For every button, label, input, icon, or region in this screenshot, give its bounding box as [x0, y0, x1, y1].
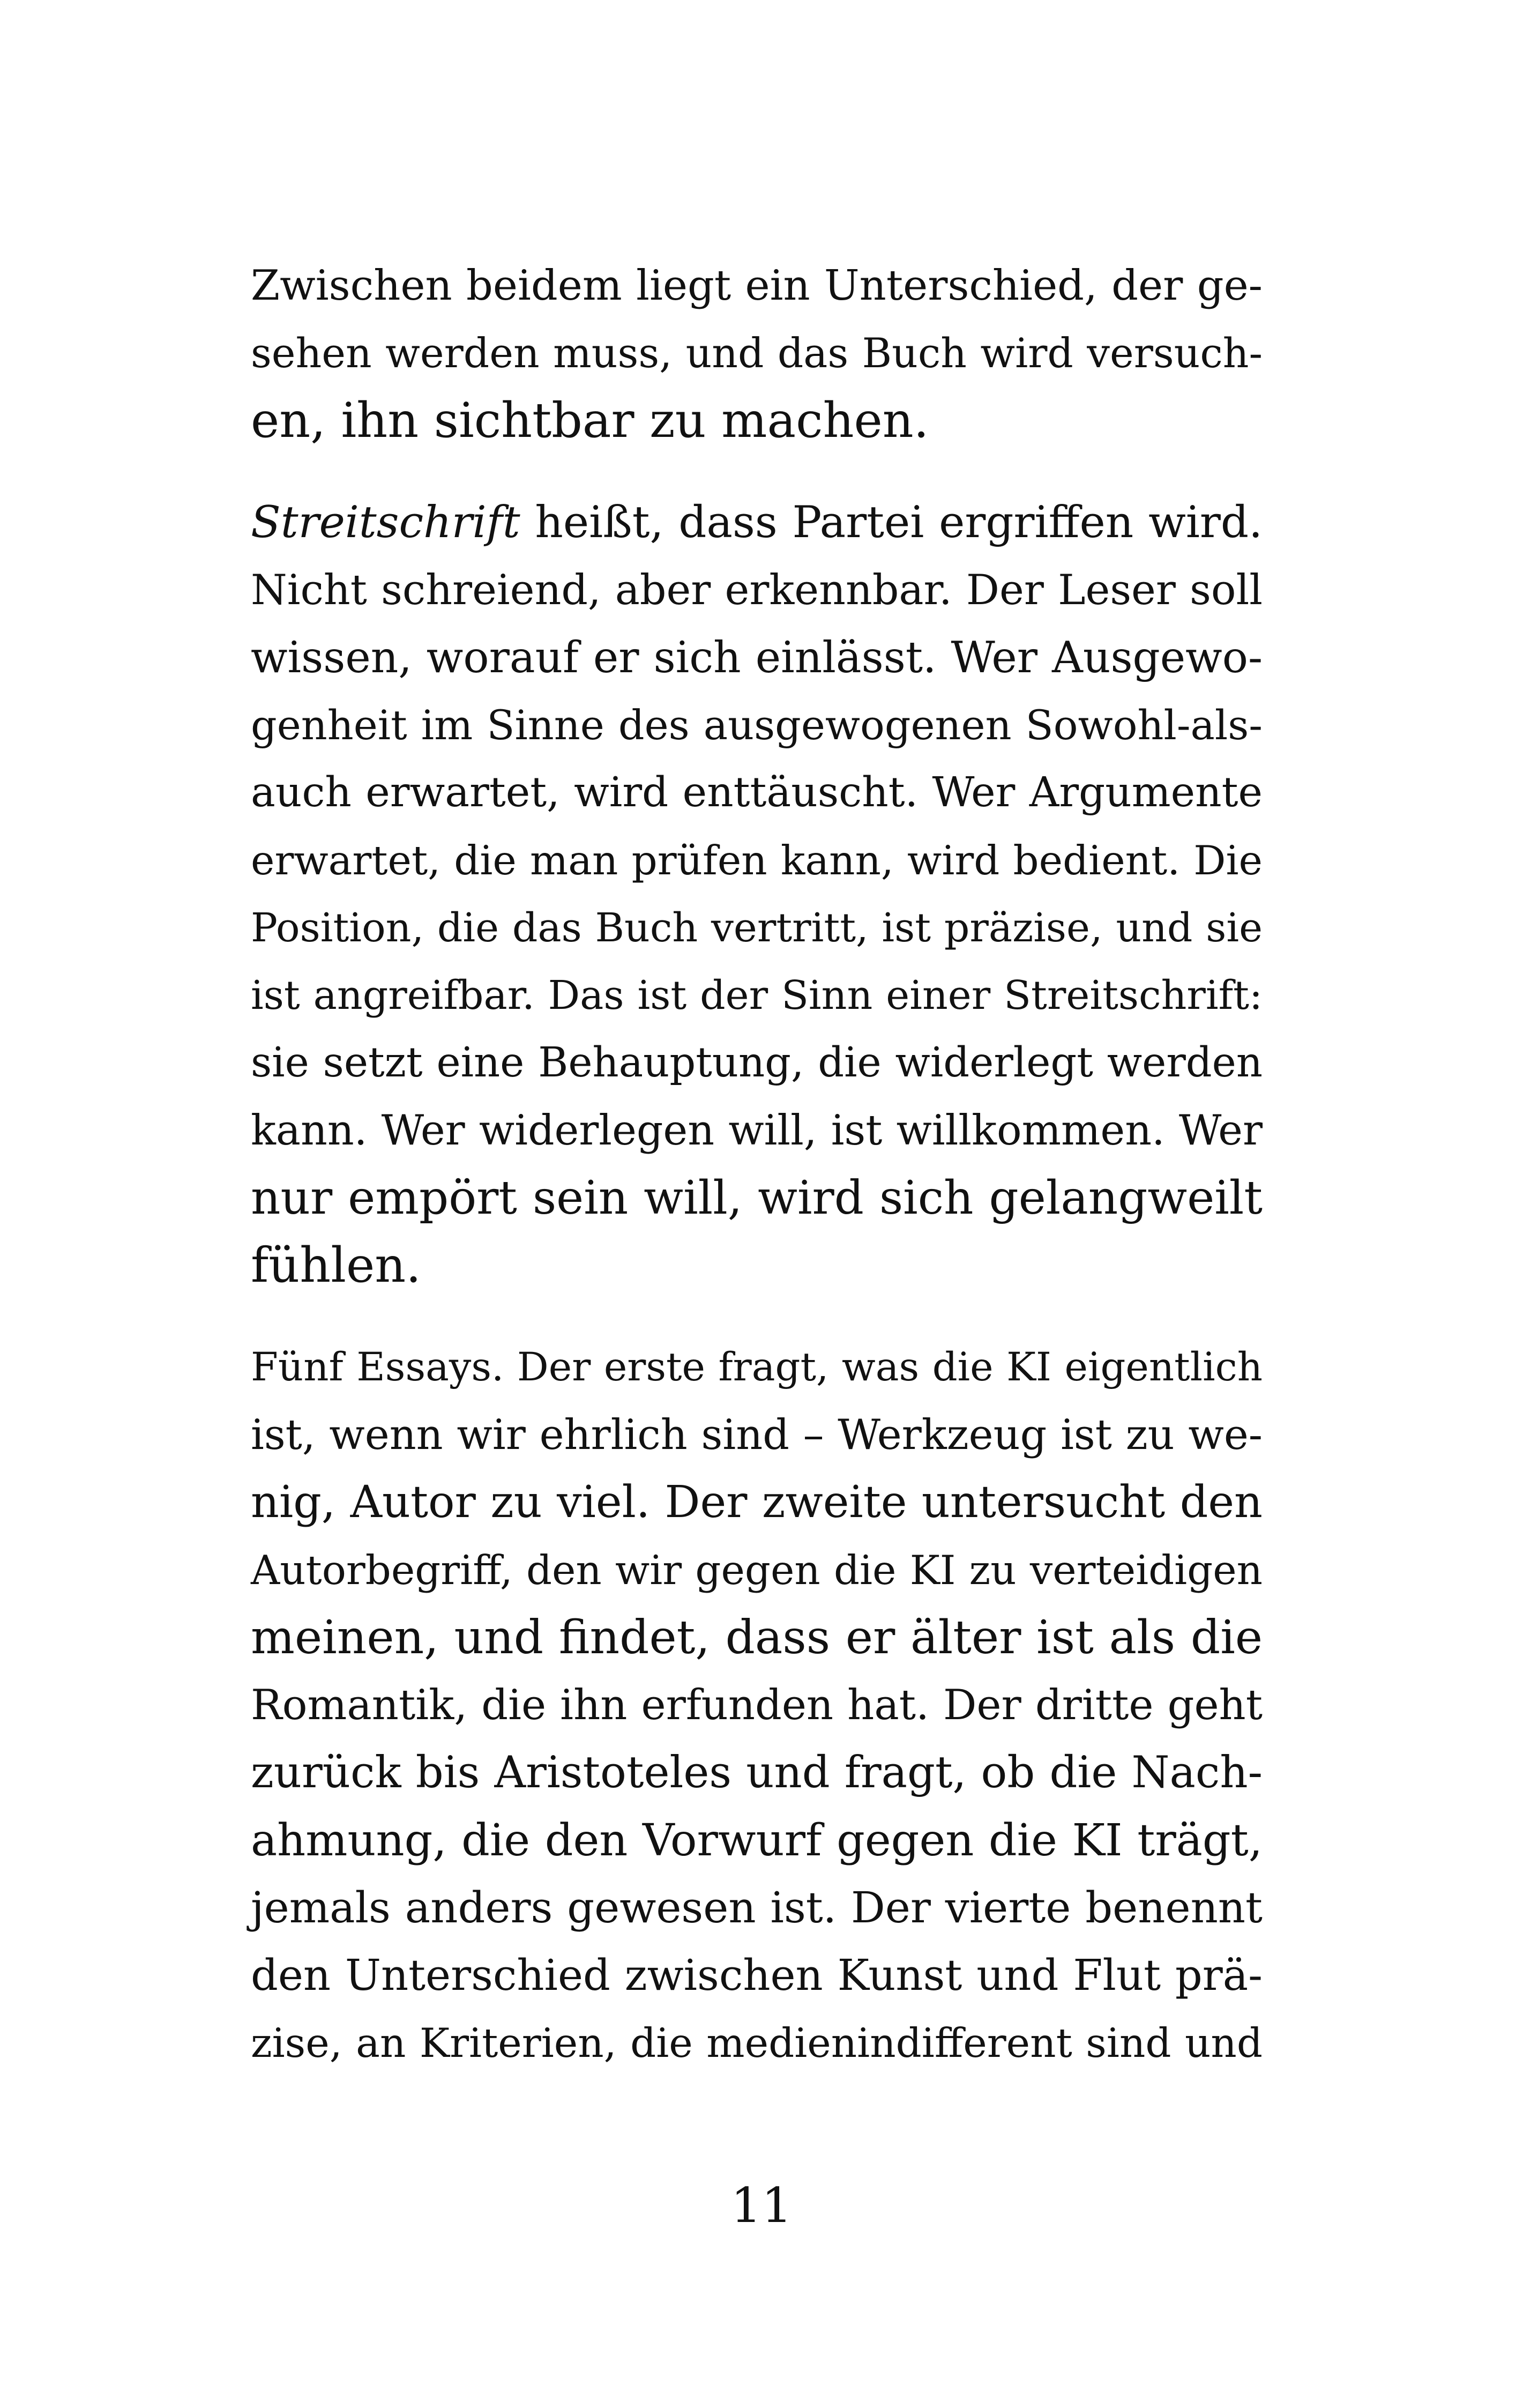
text-line: zurück bis Aristoteles und fragt, ob die Nach- [251, 1748, 1263, 1798]
text-line: Romantik, die ihn erfunden hat. Der dritte geht [251, 1681, 1263, 1729]
paragraph-2 [251, 489, 1263, 1299]
italic-term: Streitschrift [251, 497, 520, 548]
text-line: Zwischen beidem liegt ein Unterschied, der ge- [251, 262, 1263, 310]
text-line: nig, Autor zu viel. Der zweite untersucht den [251, 1477, 1263, 1528]
paragraph-gap [251, 1299, 1263, 1334]
text-line: sie setzt eine Behauptung, die widerlegt werden [251, 1039, 1263, 1087]
text-line: den Unterschied zwischen Kunst und Flut prä- [251, 1950, 1263, 2000]
text-line: Position, die das Buch vertritt, ist präzise, und sie [251, 904, 1263, 951]
text-line: sehen werden muss, und das Buch wird versuch- [251, 330, 1263, 377]
text-line: ahmung, die den Vorwurf gegen die KI trägt, [251, 1815, 1263, 1866]
text-line: genheit im Sinne des ausgewogenen Sowohl-als- [251, 701, 1263, 749]
page-number: 11 [730, 2177, 793, 2234]
text-line: ist angreifbar. Das ist der Sinn einer Streitschrift: [251, 972, 1263, 1019]
text-line: wissen, worauf er sich einlässt. Wer Ausgewo- [251, 633, 1263, 682]
text-line: ist, wenn wir ehrlich sind – Werkzeug ist zu we- [251, 1411, 1263, 1459]
text-line: kann. Wer widerlegen will, ist willkommen. Wer [251, 1106, 1263, 1155]
text-line: meinen, und findet, dass er älter ist als die [251, 1611, 1263, 1664]
text-line: Nicht schreiend, aber erkennbar. Der Leser soll [251, 566, 1263, 614]
text-line: jemals anders gewesen ist. Der vierte benennt [251, 1883, 1263, 1933]
paragraph-gap [251, 455, 1263, 489]
text-line: erwartet, die man prüfen kann, wird bedient. Die [251, 837, 1263, 884]
text-line: Autorbegriff, den wir gegen die KI zu verteidigen [251, 1547, 1263, 1594]
text-line: fühlen. [251, 1237, 421, 1294]
paragraph-3 [251, 1334, 1263, 2077]
paragraph-1 [251, 252, 1263, 455]
text-line: auch erwartet, wird enttäuscht. Wer Argumente [251, 769, 1263, 816]
body-text [251, 252, 1263, 2077]
text-line: en, ihn sichtbar zu machen. [251, 392, 929, 449]
text-line: zise, an Kriterien, die medienindifferent sind und [251, 2019, 1263, 2067]
text-line [251, 489, 1263, 556]
text-run: heißt, dass Partei ergriffen wird. [520, 497, 1263, 548]
text-line: nur empört sein will, wird sich gelangweilt [251, 1171, 1263, 1225]
text-line: Fünf Essays. Der erste fragt, was die KI eigentlich [251, 1344, 1263, 1390]
